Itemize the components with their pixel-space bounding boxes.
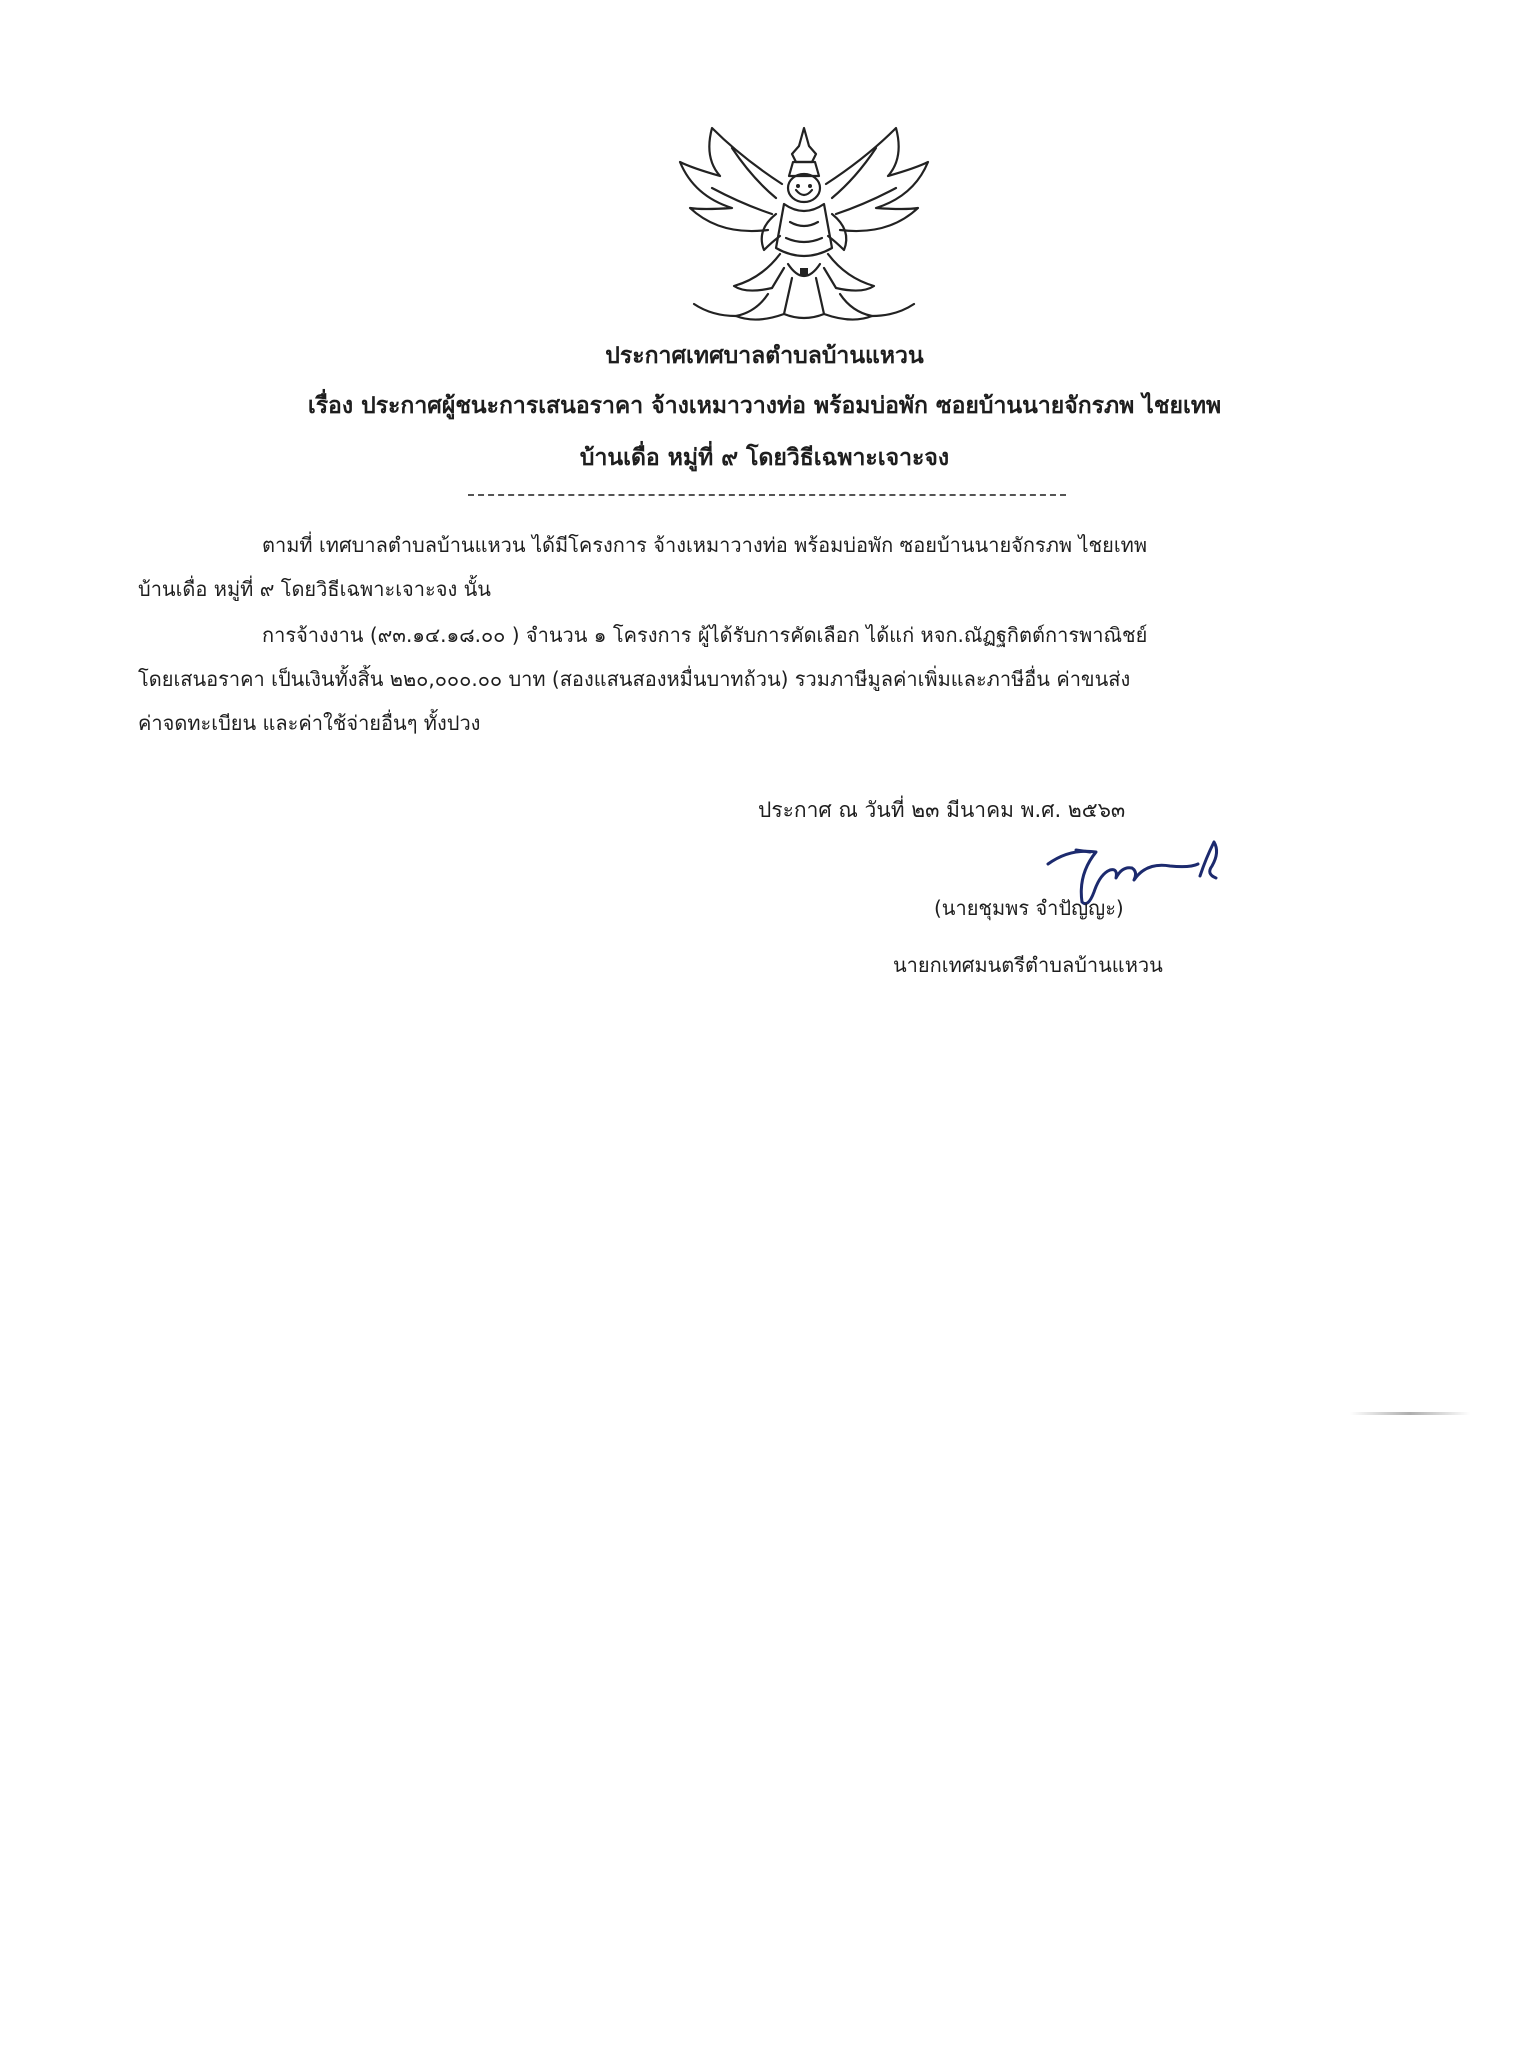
paragraph-2-line-3: ค่าจดทะเบียน และค่าใช้จ่ายอื่นๆ ทั้งปวง (138, 711, 481, 735)
scan-smudge (1350, 1412, 1470, 1415)
paragraph-1-line-2: บ้านเดื่อ หมู่ที่ ๙ โดยวิธีเฉพาะเจาะจง นั้น (138, 577, 491, 601)
paragraph-2-line-2: โดยเสนอราคา เป็นเงินทั้งสิ้น ๒๒๐,๐๐๐.๐๐ บาท (สองแสนสองหมื่นบาทถ้วน) รวมภาษีมูลค่าเพิ่มและภาษีอื่น ค่าขนส่ง (138, 667, 1131, 691)
signer-position: นายกเทศมนตรีตำบลบ้านแหวน (893, 953, 1163, 977)
heading-subject: เรื่อง ประกาศผู้ชนะการเสนอราคา จ้างเหมาวางท่อ พร้อมบ่อพัก ซอยบ้านนายจักรภพ ไชยเทพ (307, 393, 1222, 419)
signer-name: (นายชุมพร จำปัญญะ) (934, 896, 1124, 920)
heading-municipality: ประกาศเทศบาลตำบลบ้านแหวน (605, 343, 924, 369)
garuda-emblem-icon (672, 118, 937, 328)
announcement-date: ประกาศ ณ วันที่ ๒๓ มีนาคม พ.ศ. ๒๕๖๓ (758, 798, 1126, 822)
heading-location-method: บ้านเดื่อ หมู่ที่ ๙ โดยวิธีเฉพาะเจาะจง (579, 445, 950, 471)
dashed-divider (468, 494, 1066, 496)
paragraph-2-line-1: การจ้างงาน (๙๓.๑๔.๑๘.๐๐ ) จำนวน ๑ โครงการ ผู้ได้รับการคัดเลือก ได้แก่ หจก.ณัฏฐกิตต์การพาณิชย์ (262, 623, 1148, 647)
paragraph-1-line-1: ตามที่ เทศบาลตำบลบ้านแหวน ได้มีโครงการ จ้างเหมาวางท่อ พร้อมบ่อพัก ซอยบ้านนายจักรภพ ไชยเทพ (262, 533, 1148, 557)
